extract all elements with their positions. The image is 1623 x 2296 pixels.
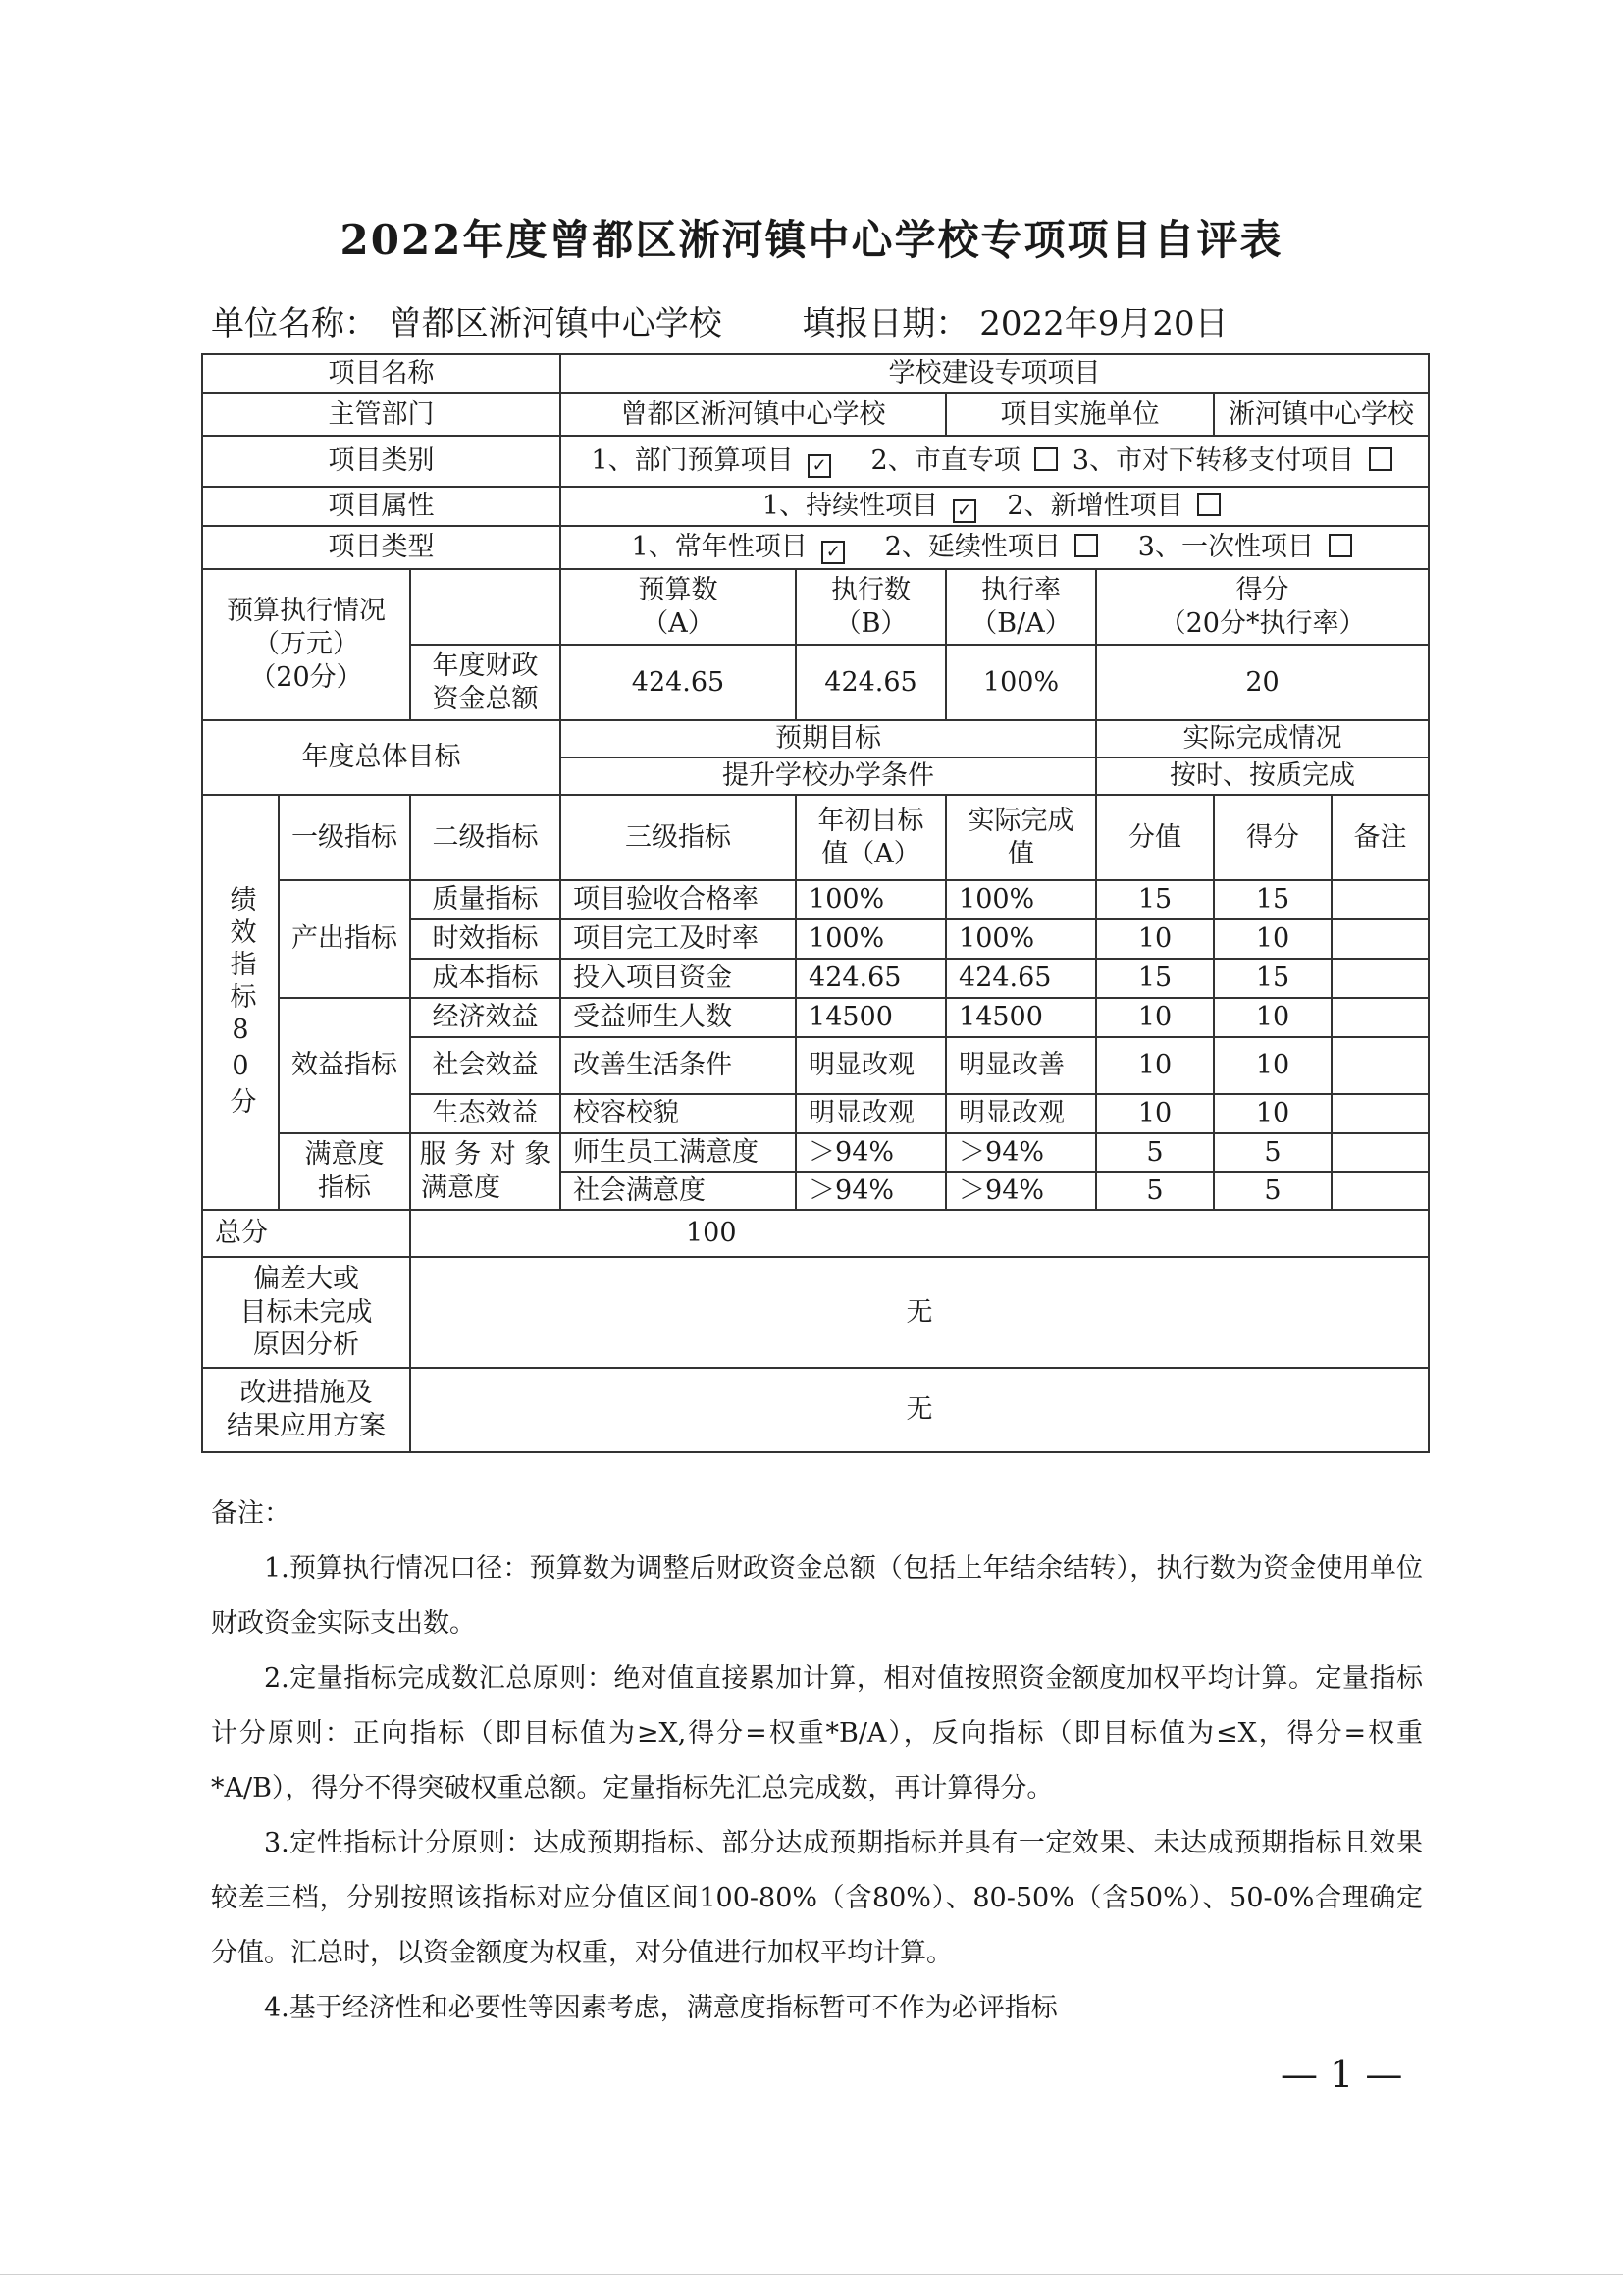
goal-expected-value: 提升学校办学条件 bbox=[560, 757, 1096, 795]
total-value: 100 bbox=[410, 1210, 1429, 1257]
page-title: 2022年度曾都区淅河镇中心学校专项项目自评表 bbox=[340, 216, 1283, 264]
note-item-1: 1.预算执行情况口径：预算数为调整后财政资金总额（包括上年结余结转），执行数为资金使用单位财政资金实际支出数。 bbox=[211, 1553, 1423, 1639]
checkbox-empty-icon[interactable] bbox=[1197, 493, 1221, 516]
deviation-value: 无 bbox=[410, 1257, 1429, 1368]
checkbox-empty-icon[interactable] bbox=[1074, 534, 1098, 557]
attribute-label: 项目属性 bbox=[202, 487, 560, 526]
indicator-header-row bbox=[202, 795, 1429, 880]
h-target: 年初目标 值（A） bbox=[796, 795, 946, 880]
budget-a-header: 预算数 （A） bbox=[560, 569, 796, 645]
goal-actual-value: 按时、按质完成 bbox=[1096, 757, 1429, 795]
type-option-3: 3、一次性项目 bbox=[1137, 532, 1314, 562]
goal-actual-header: 实际完成情况 bbox=[1096, 720, 1429, 757]
notes-label: 备注： bbox=[211, 1498, 290, 1529]
table-row: 满意度 指标 服 务 对 象 满意度 师生员工满意度 ＞94% ＞94% 5 5 bbox=[202, 1133, 1429, 1172]
type-label: 项目类型 bbox=[202, 526, 560, 569]
date-label: 填报日期： bbox=[802, 304, 969, 343]
total-row bbox=[202, 1210, 1429, 1257]
budget-row-label: 年度财政 资金总额 bbox=[410, 645, 560, 720]
notes-section bbox=[211, 1487, 1423, 2036]
checkbox-empty-icon[interactable] bbox=[1329, 534, 1352, 557]
budget-b-value: 424.65 bbox=[796, 645, 946, 720]
h-remark: 备注 bbox=[1332, 795, 1429, 880]
impl-unit-label: 项目实施单位 bbox=[946, 393, 1214, 436]
page-number: — 1 — bbox=[1281, 2053, 1403, 2096]
type-row bbox=[202, 526, 1429, 569]
attribute-options bbox=[560, 487, 1429, 526]
note-item-2: 2.定量指标完成数汇总原则：绝对值直接累加计算，相对值按照资金额度加权平均计算。定量指标计分原则：正向指标（即目标值为≥X,得分=权重*B/A），反向指标（即目标值为≤X，得分=权重*A/B），得分不得突破权重总额。定量指标先汇总完成数，再计算得分。 bbox=[211, 1663, 1423, 1803]
project-name-row bbox=[202, 354, 1429, 393]
table-row: 生态效益 校容校貌 明显改观 明显改观 10 10 bbox=[202, 1094, 1429, 1133]
budget-label: 预算执行情况 （万元） （20分） bbox=[202, 569, 410, 720]
impl-unit-value: 淅河镇中心学校 bbox=[1214, 393, 1429, 436]
total-label: 总分 bbox=[202, 1210, 410, 1257]
checkbox-checked-icon[interactable]: ✓ bbox=[821, 541, 845, 564]
h-actual: 实际完成 值 bbox=[946, 795, 1096, 880]
attribute-row bbox=[202, 487, 1429, 526]
improve-value: 无 bbox=[410, 1368, 1429, 1452]
dept-row bbox=[202, 393, 1429, 436]
dept-label: 主管部门 bbox=[202, 393, 560, 436]
table-row: 效益指标 经济效益 受益师生人数 14500 14500 10 10 bbox=[202, 998, 1429, 1037]
budget-blank-header bbox=[410, 569, 560, 645]
category-option-1: 1、部门预算项目 bbox=[591, 445, 794, 476]
project-name-value: 学校建设专项项目 bbox=[560, 354, 1429, 393]
scan-edge-divider bbox=[0, 2274, 1623, 2275]
table-row: 成本指标 投入项目资金 424.65 424.65 15 15 bbox=[202, 959, 1429, 998]
service-satisfaction-label: 服 务 对 象 满意度 bbox=[410, 1133, 560, 1210]
output-indicator-label: 产出指标 bbox=[279, 880, 410, 998]
checkbox-empty-icon[interactable] bbox=[1369, 447, 1392, 471]
budget-b-header: 执行数 （B） bbox=[796, 569, 946, 645]
deviation-row bbox=[202, 1257, 1429, 1368]
budget-rate-header: 执行率 （B/A） bbox=[946, 569, 1096, 645]
checkbox-empty-icon[interactable] bbox=[1034, 447, 1058, 471]
goal-expected-header: 预期目标 bbox=[560, 720, 1096, 757]
attribute-option-1: 1、持续性项目 bbox=[761, 491, 939, 521]
deviation-label: 偏差大或 目标未完成 原因分析 bbox=[202, 1257, 410, 1368]
unit-value: 曾都区淅河镇中心学校 bbox=[388, 304, 722, 343]
category-option-3: 3、市对下转移支付项目 bbox=[1072, 445, 1355, 476]
attribute-option-2: 2、新增性项目 bbox=[1007, 491, 1183, 521]
type-option-1: 1、常年性项目 bbox=[631, 532, 808, 562]
goal-label: 年度总体目标 bbox=[202, 720, 560, 795]
category-label: 项目类别 bbox=[202, 436, 560, 487]
note-item-4: 4.基于经济性和必要性等因素考虑，满意度指标暂可不作为必评指标 bbox=[264, 1993, 1058, 2023]
budget-a-value: 424.65 bbox=[560, 645, 796, 720]
type-options bbox=[560, 526, 1429, 569]
h-level3: 三级指标 bbox=[560, 795, 796, 880]
h-points: 分值 bbox=[1096, 795, 1214, 880]
unit-label: 单位名称： bbox=[211, 304, 378, 343]
table-row: 时效指标 项目完工及时率 100% 100% 10 10 bbox=[202, 919, 1429, 959]
date-value: 2022年9月20日 bbox=[979, 304, 1229, 343]
h-level1: 一级指标 bbox=[279, 795, 410, 880]
budget-header-row bbox=[202, 569, 1429, 645]
table-row: 社会效益 改善生活条件 明显改观 明显改善 10 10 bbox=[202, 1037, 1429, 1094]
note-item-3: 3.定性指标计分原则：达成预期指标、部分达成预期指标并具有一定效果、未达成预期指标且效果较差三档，分别按照该指标对应分值区间100-80%（含80%）、80-50%（含50%）、50-0%合理确定分值。汇总时，以资金额度为权重，对分值进行加权平均计算。 bbox=[211, 1828, 1423, 1968]
goal-header-row bbox=[202, 720, 1429, 757]
project-name-label: 项目名称 bbox=[202, 354, 560, 393]
dept-value: 曾都区淅河镇中心学校 bbox=[560, 393, 946, 436]
budget-score-header: 得分 （20分*执行率） bbox=[1096, 569, 1429, 645]
satisfaction-indicator-label: 满意度 指标 bbox=[279, 1133, 410, 1210]
category-option-2: 2、市直专项 bbox=[870, 445, 1021, 476]
form-header bbox=[211, 296, 1447, 344]
category-options bbox=[560, 436, 1429, 487]
checkbox-checked-icon[interactable]: ✓ bbox=[808, 454, 831, 478]
category-row bbox=[202, 436, 1429, 487]
checkbox-checked-icon[interactable]: ✓ bbox=[953, 499, 976, 523]
benefit-indicator-label: 效益指标 bbox=[279, 998, 410, 1133]
budget-rate-value: 100% bbox=[946, 645, 1096, 720]
h-level2: 二级指标 bbox=[410, 795, 560, 880]
table-row: 产出指标 质量指标 项目验收合格率 100% 100% 15 15 bbox=[202, 880, 1429, 919]
improve-row bbox=[202, 1368, 1429, 1452]
budget-score-value: 20 bbox=[1096, 645, 1429, 720]
indicator-side-label: 绩效指标80分 bbox=[202, 795, 279, 1210]
improve-label: 改进措施及 结果应用方案 bbox=[202, 1368, 410, 1452]
h-score: 得分 bbox=[1214, 795, 1332, 880]
evaluation-table bbox=[201, 353, 1430, 1453]
table-row: 社会满意度 ＞94% ＞94% 5 5 bbox=[202, 1172, 1429, 1210]
type-option-2: 2、延续性项目 bbox=[884, 532, 1061, 562]
